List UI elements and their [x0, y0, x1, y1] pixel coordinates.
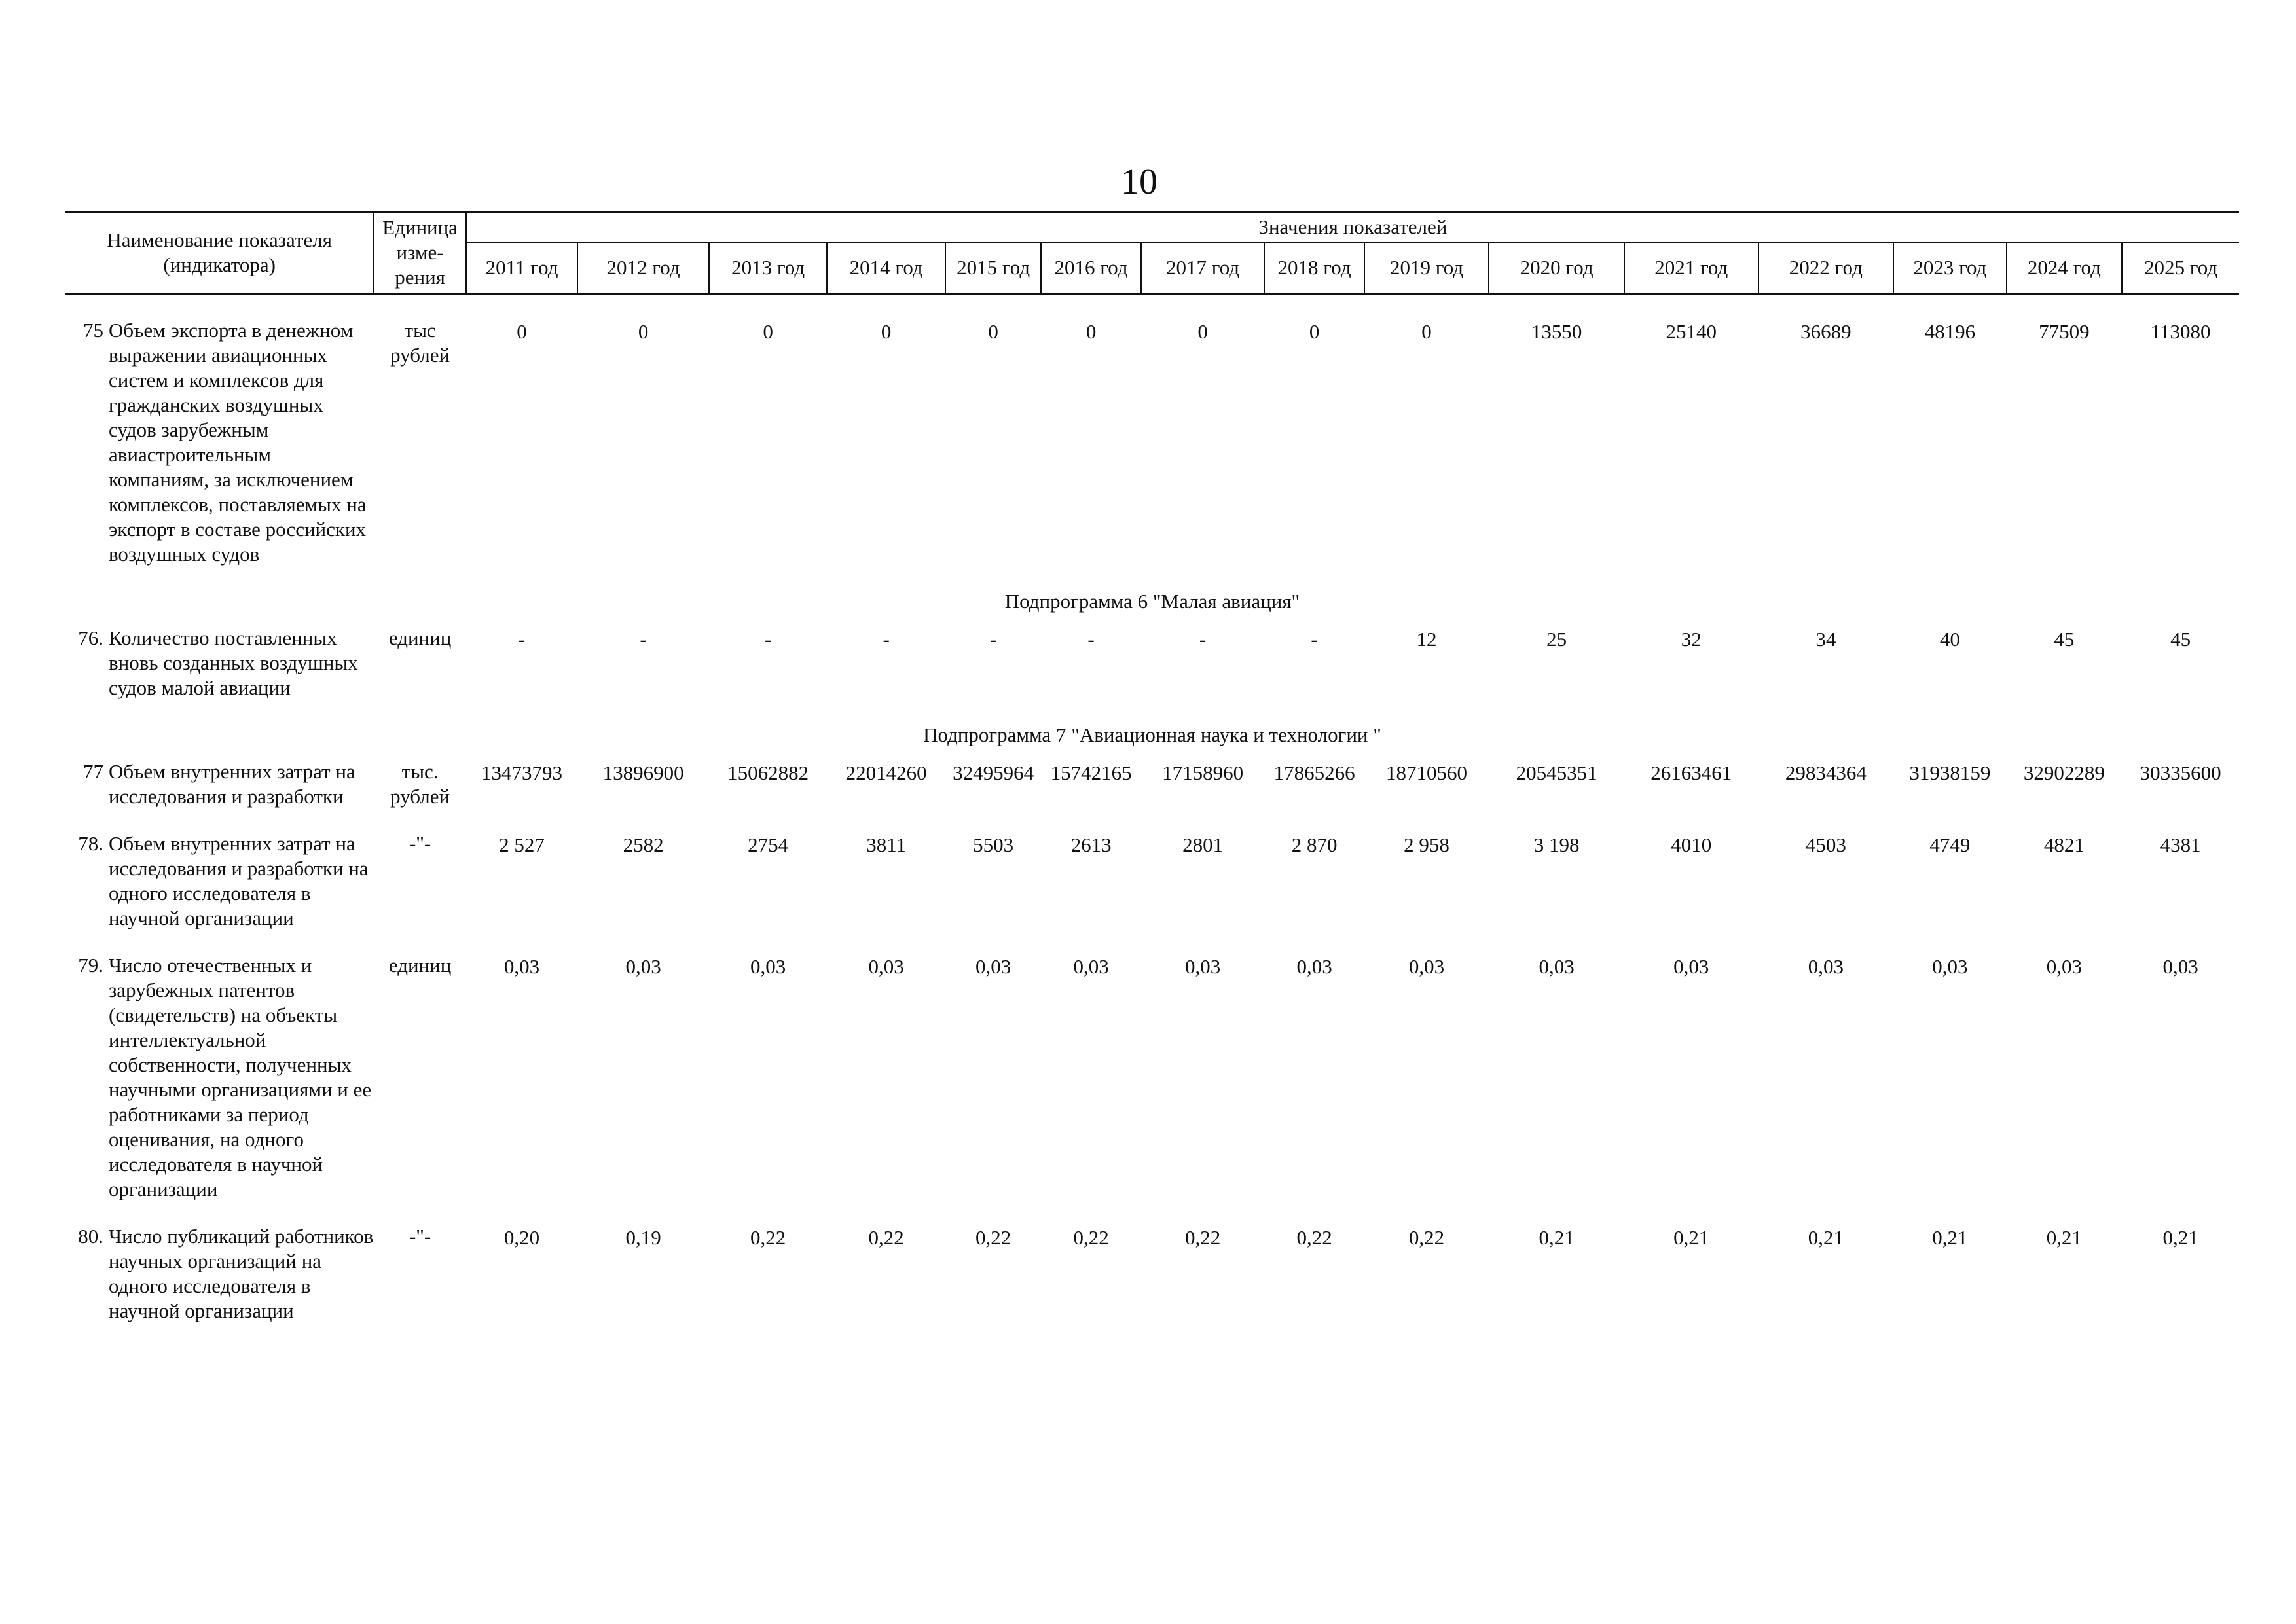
value-cell: 2582	[623, 833, 664, 856]
subprogram-row	[65, 589, 2239, 626]
header-year: 2012 год	[577, 242, 709, 294]
header-unit	[374, 212, 465, 294]
value-cell: 4381	[2160, 833, 2201, 856]
value-cell: 25140	[1666, 320, 1717, 343]
header-unit-line3: рения	[395, 266, 445, 289]
value-cell: 20545351	[1516, 761, 1597, 784]
value-cell: 0,03	[1808, 955, 1844, 978]
value-cell: 0,22	[1073, 1226, 1109, 1249]
value-cell: 15742165	[1050, 761, 1132, 784]
value-cell: 0,20	[503, 1226, 540, 1249]
header-year: 2020 год	[1489, 242, 1624, 294]
header-year: 2014 год	[827, 242, 945, 294]
value-cell: 0,22	[750, 1226, 786, 1249]
value-cell: 0	[1085, 320, 1097, 343]
value-cell: -	[764, 628, 772, 651]
value-cell: 0,03	[1408, 955, 1445, 978]
value-cell: 0,22	[1296, 1226, 1332, 1249]
value-cell: 48196	[1924, 320, 1976, 343]
value-cell: 13896900	[602, 761, 684, 784]
value-cell: 4503	[1805, 833, 1846, 856]
subprogram-title: Подпрограмма 6 "Малая авиация"	[1004, 590, 1300, 613]
table-body	[65, 294, 2239, 1346]
subprogram-title: Подпрограмма 7 "Авиационная наука и технологии "	[923, 723, 1381, 746]
value-cell: 29834364	[1785, 761, 1867, 784]
value-cell: 4749	[1929, 833, 1971, 856]
value-cell: 0,03	[975, 955, 1011, 978]
row-number: 76.	[78, 626, 103, 649]
value-cell: 2 958	[1404, 833, 1449, 856]
page-number: 10	[1121, 162, 1157, 202]
value-cell: 22014260	[845, 761, 927, 784]
value-cell: 5503	[973, 833, 1014, 856]
value-cell: 0,03	[503, 955, 540, 978]
value-cell: 18710560	[1386, 761, 1468, 784]
value-cell: 34	[1815, 628, 1836, 651]
indicator-name: Количество поставленных вновь созданных воздушных судов малой авиации	[109, 626, 358, 699]
unit-cell: -"-	[409, 1225, 431, 1248]
value-cell: 0	[881, 320, 892, 343]
value-cell: 0	[1197, 320, 1208, 343]
value-cell: 0,21	[1539, 1226, 1575, 1249]
table-row	[65, 953, 2239, 1224]
indicator-name: Число публикаций работников научных организаций на одного исследователя в научной организации	[109, 1225, 374, 1322]
value-cell: 0,03	[1673, 955, 1709, 978]
value-cell: 30335600	[2140, 761, 2221, 784]
table-row	[65, 318, 2239, 589]
value-cell: 2613	[1070, 833, 1112, 856]
table-row	[65, 831, 2239, 953]
value-cell: 15062882	[727, 761, 809, 784]
value-cell: 113080	[2150, 320, 2211, 343]
value-cell: 0,03	[1184, 955, 1221, 978]
value-cell: 12	[1416, 628, 1437, 651]
row-number: 79.	[78, 954, 103, 977]
value-cell: 13550	[1531, 320, 1582, 343]
value-cell: -	[640, 628, 647, 651]
header-year: 2011 год	[466, 242, 578, 294]
unit-cell: тыс рублей	[390, 319, 450, 367]
indicator-name: Объем внутренних затрат на исследования и разработки на одного исследователя в научной организации	[109, 832, 369, 929]
header-year: 2017 год	[1141, 242, 1265, 294]
indicator-name: Объем внутренних затрат на исследования и разработки	[109, 760, 355, 808]
indicator-name: Число отечественных и зарубежных патентов (свидетельств) на объекты интеллектуальной собственности, полученных научными организациями и ее работниками за период оценивания, на одного исследователя в научной организации	[109, 954, 372, 1200]
value-cell: 32495964	[953, 761, 1034, 784]
header-unit-line1: Единица	[382, 216, 458, 239]
value-cell: 0,03	[750, 955, 786, 978]
indicators-table-wrapper	[65, 211, 2239, 1346]
indicator-cell	[65, 953, 374, 1224]
indicator-cell	[65, 318, 374, 589]
value-cell: 3 198	[1533, 833, 1580, 856]
value-cell: 0	[763, 320, 773, 343]
value-cell: 45	[2170, 628, 2191, 651]
header-year: 2016 год	[1041, 242, 1140, 294]
unit-cell: -"-	[409, 832, 431, 855]
value-cell: 0,03	[2046, 955, 2083, 978]
value-cell: 32	[1681, 628, 1702, 651]
value-cell: 0,03	[868, 955, 904, 978]
value-cell: 0,21	[2046, 1226, 2083, 1249]
value-cell: 2754	[748, 833, 789, 856]
value-cell: 31938159	[1909, 761, 1991, 784]
header-year: 2015 год	[945, 242, 1041, 294]
table-row	[65, 1224, 2239, 1346]
header-year: 2018 год	[1264, 242, 1364, 294]
value-cell: 0,03	[1539, 955, 1575, 978]
unit-cell: тыс. рублей	[390, 760, 450, 808]
value-cell: -	[518, 628, 526, 651]
header-year: 2021 год	[1624, 242, 1758, 294]
header-year: 2013 год	[709, 242, 828, 294]
value-cell: 17865266	[1273, 761, 1355, 784]
value-cell: 0	[638, 320, 649, 343]
indicator-cell	[65, 831, 374, 953]
value-cell: -	[1311, 628, 1318, 651]
value-cell: 13473793	[481, 761, 563, 784]
value-cell: 0,03	[1932, 955, 1968, 978]
table-row	[65, 626, 2239, 723]
value-cell: 0,03	[625, 955, 661, 978]
value-cell: 40	[1939, 628, 1960, 651]
header-year: 2025 год	[2122, 242, 2239, 294]
value-cell: 45	[2054, 628, 2075, 651]
value-cell: -	[989, 628, 997, 651]
value-cell: -	[1199, 628, 1207, 651]
subprogram-row	[65, 723, 2239, 759]
value-cell: 17158960	[1162, 761, 1244, 784]
value-cell: 0,22	[868, 1226, 904, 1249]
value-cell: 2801	[1182, 833, 1224, 856]
value-cell: 0	[988, 320, 998, 343]
value-cell: 3811	[866, 833, 907, 856]
header-year: 2019 год	[1364, 242, 1489, 294]
value-cell: 25	[1546, 628, 1567, 651]
indicator-cell	[65, 1224, 374, 1346]
value-cell: 0,19	[625, 1226, 661, 1249]
header-year: 2023 год	[1893, 242, 2007, 294]
value-cell: 0,21	[1932, 1226, 1968, 1249]
value-cell: 4010	[1671, 833, 1712, 856]
value-cell: 0,21	[2162, 1226, 2198, 1249]
value-cell: 2 527	[499, 833, 545, 856]
unit-cell: единиц	[388, 954, 452, 977]
value-cell: 0,22	[1408, 1226, 1445, 1249]
indicator-cell	[65, 626, 374, 723]
value-cell: 0,03	[1296, 955, 1332, 978]
spacer-row	[65, 294, 2239, 319]
row-number: 75	[83, 319, 103, 342]
spacer-cell	[65, 294, 2239, 319]
value-cell: 0,03	[1073, 955, 1109, 978]
value-cell: 0	[1309, 320, 1320, 343]
value-cell: -	[1087, 628, 1095, 651]
row-number: 77	[83, 760, 103, 783]
value-cell: 2 870	[1291, 833, 1338, 856]
value-cell: 4821	[2043, 833, 2085, 856]
indicator-cell	[65, 759, 374, 831]
unit-cell: единиц	[388, 626, 452, 649]
header-year: 2024 год	[2007, 242, 2123, 294]
value-cell: 26163461	[1650, 761, 1732, 784]
indicator-name: Объем экспорта в денежном выражении авиационных систем и комплексов для гражданских воздушных судов зарубежным авиастроительным компаниям, за исключением комплексов, поставляемых на экспорт в составе российских воздушных судов	[109, 319, 367, 566]
header-year: 2022 год	[1758, 242, 1894, 294]
value-cell: 0	[1421, 320, 1432, 343]
header-indicator-name: Наименование показателя (индикатора)	[65, 212, 374, 294]
header-values-group: Значения показателей	[466, 212, 2239, 243]
row-number: 78.	[78, 832, 103, 855]
value-cell: 0,21	[1673, 1226, 1709, 1249]
value-cell: -	[883, 628, 890, 651]
value-cell: 32902289	[2023, 761, 2105, 784]
value-cell: 36689	[1800, 320, 1851, 343]
value-cell: 77509	[2039, 320, 2090, 343]
value-cell: 0,22	[975, 1226, 1011, 1249]
value-cell: 0,22	[1184, 1226, 1221, 1249]
table-row	[65, 759, 2239, 831]
indicators-table	[65, 211, 2239, 1346]
value-cell: 0,21	[1808, 1226, 1844, 1249]
value-cell: 0	[517, 320, 527, 343]
value-cell: 0,03	[2162, 955, 2198, 978]
row-number: 80.	[78, 1225, 103, 1248]
header-unit-line2: изме-	[396, 241, 444, 264]
